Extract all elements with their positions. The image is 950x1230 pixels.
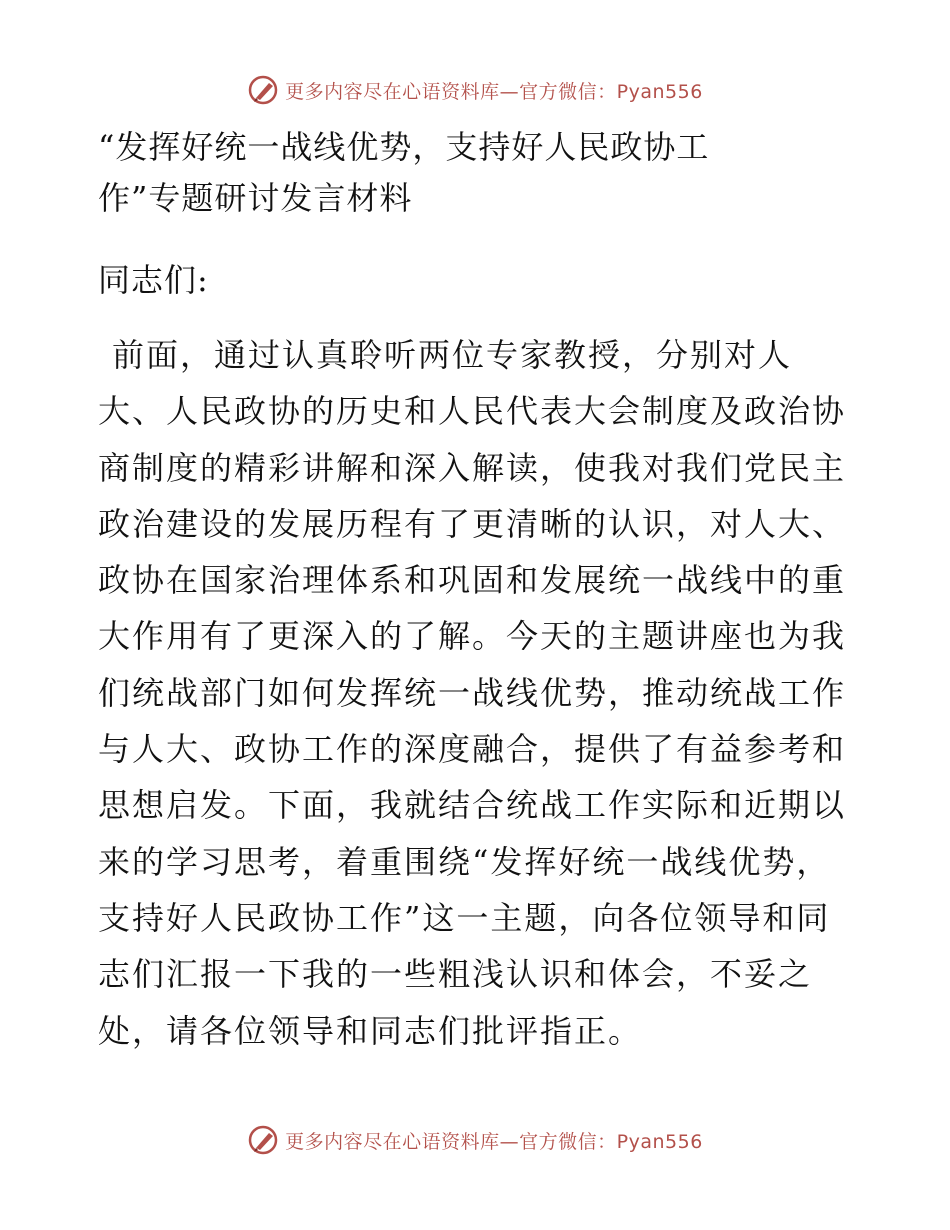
title-line: 作”专题研讨发言材料 — [98, 179, 413, 217]
paragraph-line: 商制度的精彩讲解和深入解读，使我对我们党民主 — [98, 448, 847, 487]
paragraph-line: 处，请各位领导和同志们批评指正。 — [98, 1011, 643, 1050]
paragraph-line: 前面，通过认真聆听两位专家教授，分别对人 — [112, 336, 793, 374]
paragraph-line: 来的学习思考，着重围绕“发挥好统一战线优势， — [98, 842, 831, 881]
paragraph-line: 思想启发。下面，我就结合统战工作实际和近期以 — [98, 786, 847, 825]
paragraph-line: 与人大、政协工作的深度融合，提供了有益参考和 — [98, 730, 847, 769]
paragraph-line: 大作用有了更深入的了解。今天的主题讲座也为我 — [98, 617, 847, 656]
body-paragraph — [98, 327, 858, 1059]
footer-banner — [0, 1120, 950, 1160]
logo-pen-icon — [247, 73, 281, 107]
paragraph-line: 支持好人民政协工作”这一主题，向各位领导和同 — [98, 898, 831, 937]
banner-text: 更多内容尽在心语资料库—官方微信：Pyan556 — [285, 80, 703, 103]
banner-text: 更多内容尽在心语资料库—官方微信：Pyan556 — [285, 1130, 703, 1153]
header-banner — [0, 70, 950, 110]
paragraph-line: 们统战部门如何发挥统一战线优势，推动统战工作 — [98, 673, 847, 712]
title-line: “发挥好统一战线优势，支持好人民政协工 — [98, 128, 710, 166]
salutation: 同志们: — [98, 261, 209, 299]
document-title — [98, 122, 858, 224]
paragraph-line: 志们汇报一下我的一些粗浅认识和体会，不妥之 — [98, 955, 813, 994]
paragraph-line: 政治建设的发展历程有了更清晰的认识，对人大、 — [98, 504, 847, 543]
paragraph-line: 政协在国家治理体系和巩固和发展统一战线中的重 — [98, 561, 847, 600]
paragraph-line: 大、人民政协的历史和人民代表大会制度及政治协 — [98, 392, 847, 431]
logo-pen-icon — [247, 1123, 281, 1157]
